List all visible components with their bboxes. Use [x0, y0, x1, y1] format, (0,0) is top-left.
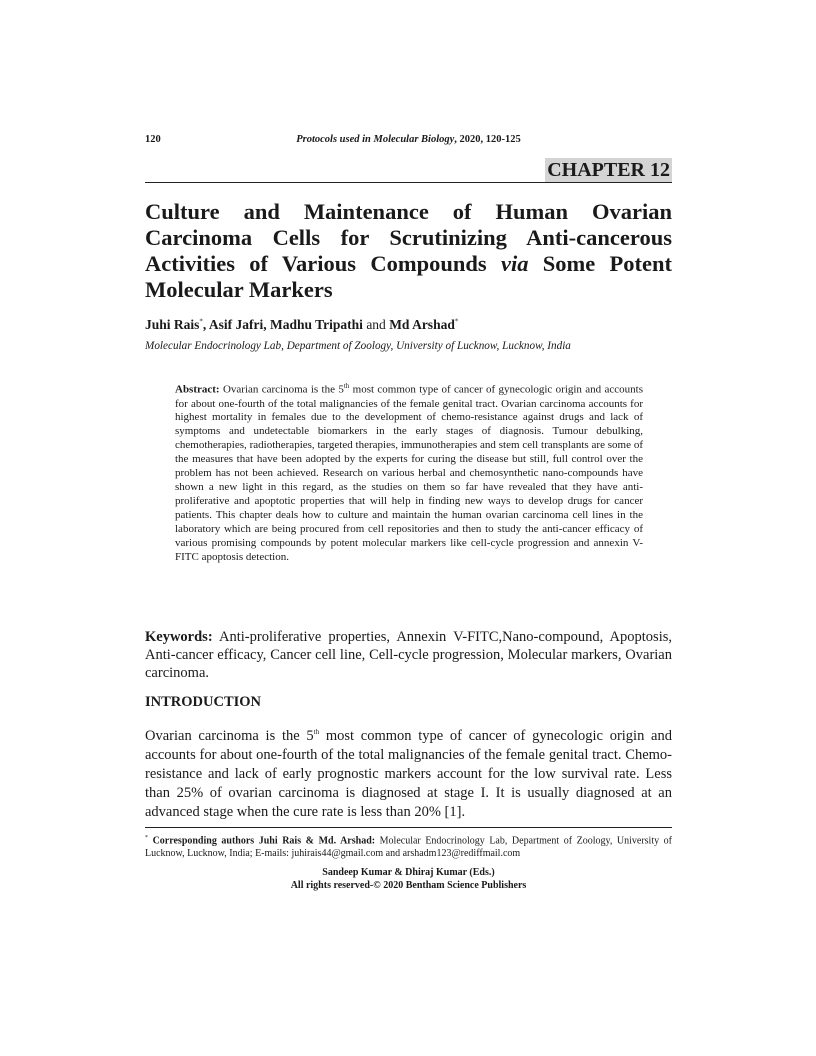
journal-year-pages: , 2020, 120-125 [454, 134, 521, 145]
footnote-mark: * [145, 835, 148, 841]
book-editors: Sandeep Kumar & Dhiraj Kumar (Eds.) [322, 867, 495, 878]
introduction-heading: INTRODUCTION [145, 694, 262, 710]
author-name: Juhi Rais [145, 317, 200, 332]
keywords-text: Anti-proliferative properties, Annexin V-FITC,Nano-compound, Apoptosis, Anti-cancer efficacy, Cancer cell line, Cell-cycle progression, Molecular markers, Ovarian carcinoma. [145, 629, 672, 681]
footnote-text: Molecular Endocrinology Lab, Department of Zoology, University of Lucknow, Lucknow, India; E-mails: juhirais44@gmail.com and arshadm123@rediffmail.com [145, 835, 673, 859]
keywords-label: Keywords: [145, 629, 213, 645]
footnote [145, 832, 672, 860]
intro-text: most common type of cancer of gynecologic origin and accounts for about one-fourth of the total malignancies of the female genital tract. Chemo-resistance and lack of early prognostic markers account for the low survival rate. Less than 25% of ovarian carcinoma is diagnosed at stage I. It is usually diagnosed at an advanced stage when the cure rate is less than 20% [1]. [145, 727, 672, 820]
copyright-notice: All rights reserved-© 2020 Bentham Science Publishers [290, 880, 527, 891]
abstract-text: most common type of cancer of gynecologic origin and accounts for about one-fourth of the total malignancies of the female genital tract. Ovarian carcinoma accounts for highest mortality in females due to the development of chemo-resistance against drugs and lack of symptoms and undetectable biomarkers in the early stages of diagnosis. Tumour debulking, chemotherapies, radiotherapies, targeted therapies, immunotherapies and stem cell transplants are some of the measures that have been adopted by the experts for curing the disease but still, full control over the problem has not been achieved. Research on various herbal and chemosynthetic nano-compounds have shown a new light in this regard, as the studies on them so far have revealed that they have anti-proliferative and apoptotic properties that will help in finding new ways to develop drugs for cancer patients. This chapter deals how to culture and maintain the human ovarian carcinoma cell lines in the laboratory which are being procured from cell repositories and then to study the anti-cancer efficacy of various promising compounds by potent molecular markers like cell-cycle progression and annexin V- FITC apoptosis detection. [175, 383, 643, 563]
ordinal-superscript: th [313, 728, 320, 736]
title-line-2: Carcinoma Cells for Scrutinizing Anti-cancerous [145, 225, 672, 250]
corresponding-mark: * [199, 317, 203, 326]
author-list [145, 317, 672, 333]
footnote-rule [145, 827, 672, 828]
journal-title: Protocols used in Molecular Biology [296, 134, 455, 145]
chapter-label: CHAPTER 12 [547, 159, 670, 181]
intro-text-start: Ovarian carcinoma is the 5 [145, 727, 314, 744]
title-line-4: Molecular Markers [145, 277, 333, 302]
ordinal-superscript: th [343, 382, 350, 390]
author-names: , Asif Jafri, Madhu Tripathi [202, 317, 363, 332]
chapter-title [145, 199, 672, 303]
page-number: 120 [145, 134, 161, 145]
title-line-3 [145, 251, 672, 277]
title-italic-via: via [500, 251, 529, 276]
introduction-paragraph [145, 723, 672, 822]
abstract [175, 380, 643, 564]
abstract-label: Abstract: [175, 383, 220, 396]
title-line-1: Culture and Maintenance of Human Ovarian [145, 199, 672, 224]
abstract-text-start: Ovarian carcinoma is the 5 [219, 383, 344, 396]
title-line-3-start: Activities of Various Compounds [145, 251, 501, 276]
running-head [145, 134, 672, 150]
keywords [145, 628, 672, 682]
chapter-header [145, 156, 672, 183]
footnote-label: Corresponding authors Juhi Rais & Md. Arshad: [148, 835, 376, 847]
title-line-3-end: Some Potent [528, 251, 672, 276]
author-name: Md Arshad [389, 317, 455, 332]
journal-citation [145, 134, 672, 145]
author-conjunction: and [362, 317, 390, 332]
corresponding-mark: * [454, 317, 459, 326]
affiliation: Molecular Endocrinology Lab, Department of Zoology, University of Lucknow, Lucknow, India [145, 340, 571, 352]
